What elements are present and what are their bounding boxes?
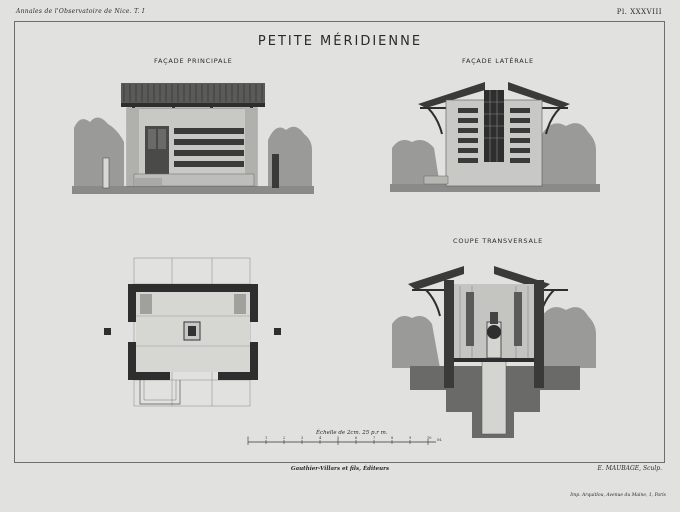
scale-tick-label: 4 [319, 436, 322, 440]
caption-front-facade: FAÇADE PRINCIPALE [154, 57, 233, 65]
scale-tick-label: 0 [247, 436, 250, 440]
scale-tick-label: 3 [301, 436, 304, 440]
printer-credit: Imp. Arquitlou, Avenue du Maine, 1, Paris [570, 493, 666, 498]
scale-tick-label: 9 [409, 436, 412, 440]
scale-tick-label: 1 [265, 436, 268, 440]
caption-side-facade: FAÇADE LATÉRALE [462, 57, 534, 65]
scale-tick-label: 5 [337, 436, 340, 440]
front-facade-drawing [72, 78, 314, 198]
scale-tick-label: 7 [373, 436, 376, 440]
scale-label: Échelle de 2cm. 25 p.r m. [316, 430, 388, 436]
scale-bar [244, 436, 444, 446]
scale-tick-label: 6 [355, 436, 358, 440]
scale-end-label: M. [437, 437, 443, 442]
journal-header: Annales de l'Observatoire de Nice. T. I [16, 8, 145, 15]
cross-section-drawing [390, 262, 600, 444]
caption-cross-section: COUPE TRANSVERSALE [453, 237, 544, 245]
scale-tick-label: 2 [283, 436, 286, 440]
publisher-credit: Gauthier-Villars et fils, Éditeurs [290, 466, 390, 472]
scale-tick-label: 8 [391, 436, 394, 440]
engraver-credit: E. MAUBAGE, Sculp. [597, 465, 662, 472]
plate-title: PETITE MÉRIDIENNE [257, 34, 423, 49]
side-facade-drawing [390, 78, 600, 198]
scale-tick-label: 10 [427, 436, 432, 440]
floor-plan-drawing [100, 256, 290, 408]
plate-number: Pl. XXXVIII [616, 8, 662, 16]
